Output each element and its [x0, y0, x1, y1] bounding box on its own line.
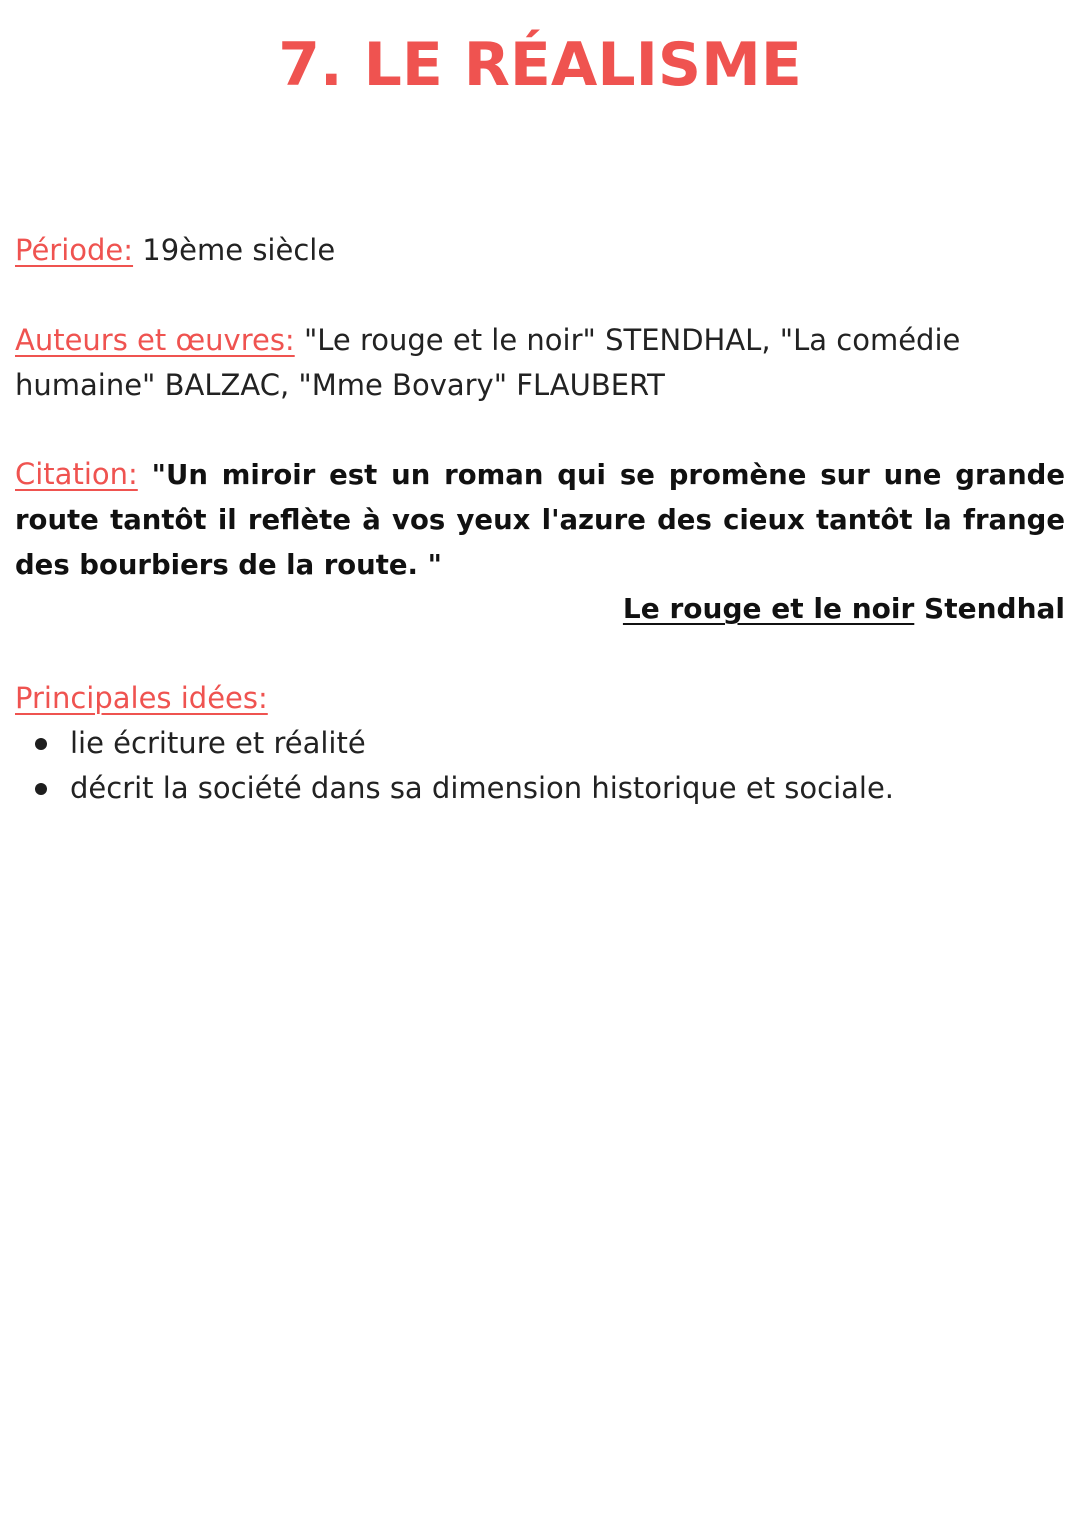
idee-text: lie écriture et réalité	[70, 726, 366, 760]
idees-list	[15, 721, 1065, 811]
auteurs-section	[15, 318, 1065, 408]
citation-text: "Un miroir est un roman qui se promène sur une grande route tantôt il reflète à vos yeux l'azure des cieux tantôt la frange des bourbiers de la route. "	[15, 459, 1066, 581]
citation-source-work: Le rouge et le noir	[622, 592, 915, 625]
citation-source-author: Stendhal	[924, 592, 1065, 625]
bullet-icon	[35, 783, 47, 795]
citation-label: Citation:	[15, 457, 138, 491]
periode-value: 19ème siècle	[142, 233, 336, 267]
page-title: 7. LE RÉALISME	[278, 30, 802, 100]
list-item	[15, 721, 1065, 766]
idee-text: décrit la société dans sa dimension historique et sociale.	[70, 771, 895, 805]
citation-source	[15, 586, 1065, 631]
auteurs-label: Auteurs et œuvres:	[15, 323, 295, 357]
auteurs-value: "Le rouge et le noir" STENDHAL, "La comédie humaine" BALZAC, "Mme Bovary" FLAUBERT	[15, 323, 961, 402]
periode-section	[15, 228, 1065, 273]
idees-section	[15, 676, 1065, 811]
citation-section	[15, 452, 1065, 588]
bullet-icon	[35, 738, 47, 750]
idees-label: Principales idées:	[15, 681, 268, 715]
list-item	[15, 766, 1065, 811]
periode-label: Période:	[15, 233, 134, 267]
